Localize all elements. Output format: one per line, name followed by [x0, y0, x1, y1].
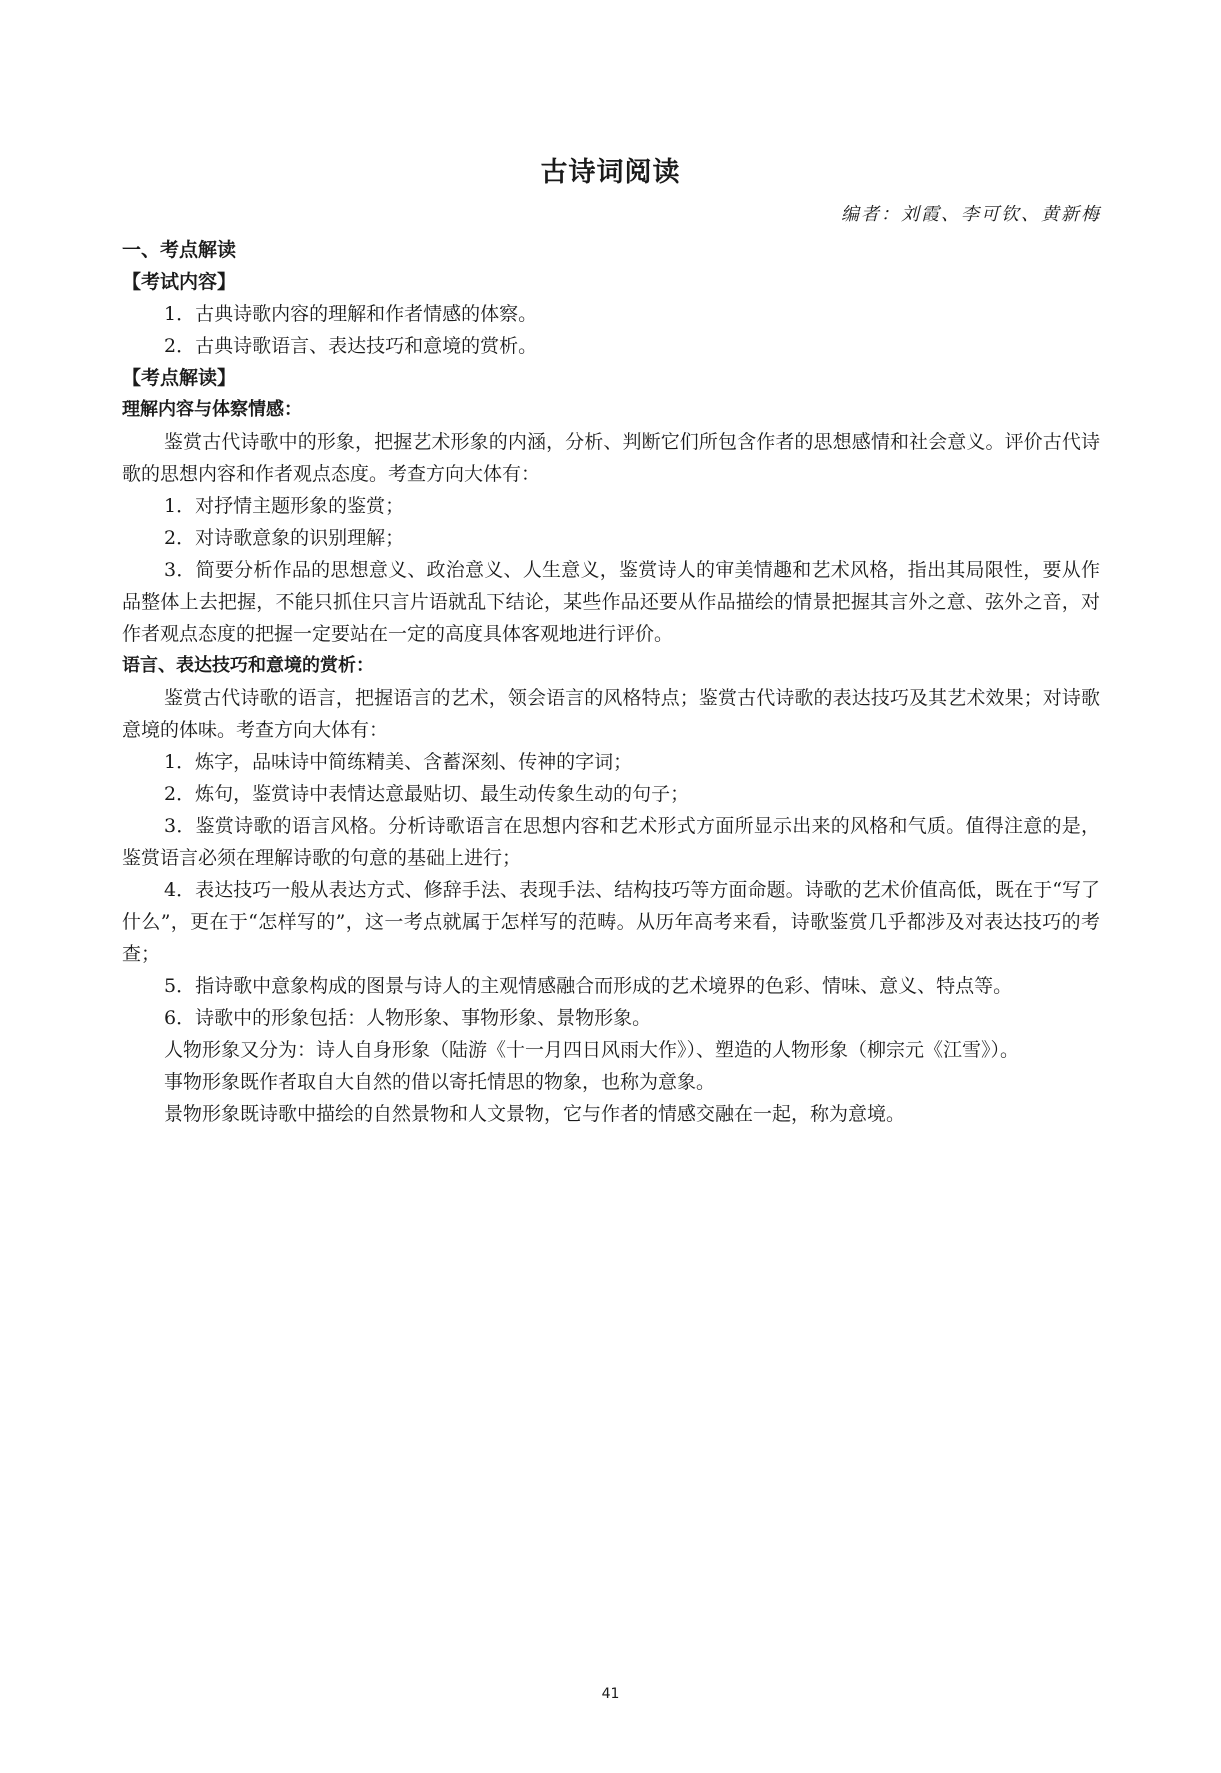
page-title: 古诗词阅读 — [540, 157, 681, 188]
note-line: 景物形象既诗歌中描绘的自然景物和人文景物，它与作者的情感交融在一起，称为意境。 — [164, 1103, 906, 1125]
authors-line: 编者：刘霞、李可钦、黄新梅 — [841, 204, 1101, 225]
exam-content-heading: 【考试内容】 — [122, 271, 237, 293]
list-item: 1．对抒情主题形象的鉴赏； — [164, 495, 405, 517]
list-item: 2．对诗歌意象的识别理解； — [164, 527, 405, 549]
note-line: 事物形象既作者取自大自然的借以寄托情思的物象，也称为意象。 — [164, 1071, 716, 1093]
list-item: 6．诗歌中的形象包括：人物形象、事物形象、景物形象。 — [164, 1007, 652, 1029]
page-number: 41 — [601, 1686, 620, 1702]
document-body — [122, 234, 1100, 1130]
paragraph: 鉴赏古代诗歌中的形象，把握艺术形象的内涵，分析、判断它们所包含作者的思想感情和社会意义。评价古代诗歌的思想内容和作者观点态度。考查方向大体有： — [122, 431, 1100, 485]
list-item: 3．鉴赏诗歌的语言风格。分析诗歌语言在思想内容和艺术形式方面所显示出来的风格和气质。值得注意的是，鉴赏语言必须在理解诗歌的句意的基础上进行； — [122, 815, 1100, 869]
list-item: 4．表达技巧一般从表达方式、修辞手法、表现手法、结构技巧等方面命题。诗歌的艺术价值高低，既在于“写了什么”，更在于“怎样写的”，这一考点就属于怎样写的范畴。从历年高考来看，诗歌鉴赏几乎都涉及对表达技巧的考查； — [122, 879, 1100, 965]
list-item: 5．指诗歌中意象构成的图景与诗人的主观情感融合而形成的艺术境界的色彩、情味、意义、特点等。 — [164, 975, 1013, 997]
note-line: 人物形象又分为：诗人自身形象（陆游《十一月四日风雨大作》）、塑造的人物形象（柳宗元《江雪》）。 — [164, 1039, 1020, 1061]
subsection-heading: 理解内容与体察情感： — [122, 399, 302, 420]
subsection-heading: 语言、表达技巧和意境的赏析： — [122, 655, 374, 676]
list-item: 2．炼句，鉴赏诗中表情达意最贴切、最生动传象生动的句子； — [164, 783, 690, 805]
list-item: 1．炼字，品味诗中简练精美、含蓄深刻、传神的字词； — [164, 751, 633, 773]
exam-content-item: 1．古典诗歌内容的理解和作者情感的体察。 — [164, 303, 538, 325]
paragraph: 鉴赏古代诗歌的语言，把握语言的艺术，领会语言的风格特点；鉴赏古代诗歌的表达技巧及其艺术效果；对诗歌意境的体味。考查方向大体有： — [122, 687, 1100, 741]
exam-points-heading: 【考点解读】 — [122, 367, 237, 389]
exam-content-item: 2．古典诗歌语言、表达技巧和意境的赏析。 — [164, 335, 538, 357]
section-heading: 一、考点解读 — [122, 239, 237, 261]
list-item: 3．简要分析作品的思想意义、政治意义、人生意义，鉴赏诗人的审美情趣和艺术风格，指出其局限性，要从作品整体上去把握，不能只抓住只言片语就乱下结论，某些作品还要从作品描绘的情景把握其言外之意、弦外之音，对作者观点态度的把握一定要站在一定的高度具体客观地进行评价。 — [122, 559, 1100, 645]
